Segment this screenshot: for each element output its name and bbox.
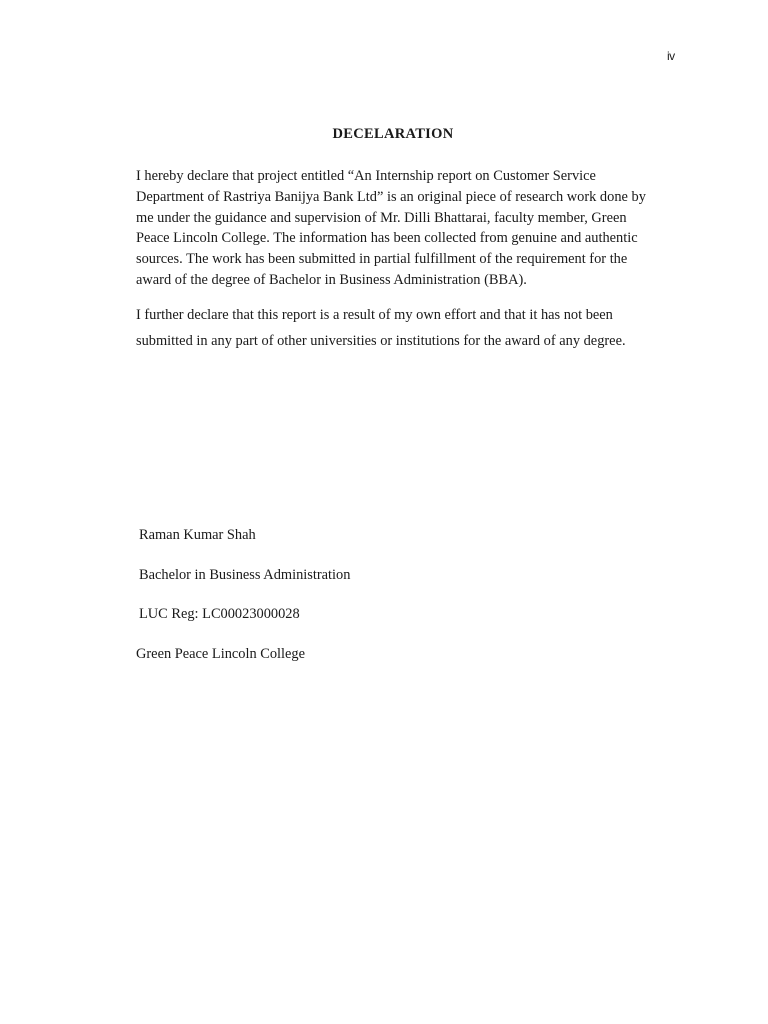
- paragraph-line: submitted in any part of other universities or institutions for the award of any degree.: [136, 333, 626, 349]
- paragraph-line: sources. The work has been submitted in partial fulfillment of the requirement for the: [136, 251, 628, 268]
- signatory-name: Raman Kumar Shah: [139, 527, 256, 543]
- paragraph-line: I hereby declare that project entitled “An Internship report on Customer Service: [136, 168, 596, 184]
- signatory-registration: LUC Reg: LC00023000028: [139, 606, 300, 622]
- paragraph-line: award of the degree of Bachelor in Business Administration (BBA).: [136, 271, 527, 288]
- paragraph-line: me under the guidance and supervision of Mr. Dilli Bhattarai, faculty member, Green: [136, 209, 627, 226]
- declaration-paragraph-2: [136, 302, 676, 354]
- page-number: iv: [667, 49, 675, 63]
- paragraph-line: Department of Rastriya Banijya Bank Ltd” is an original piece of research work done by: [136, 188, 646, 205]
- paragraph-line: Peace Lincoln College. The information has been collected from genuine and authentic: [136, 230, 638, 247]
- paragraph-line: I further declare that this report is a result of my own effort and that it has not been: [136, 307, 613, 323]
- declaration-paragraph-1: [136, 166, 676, 291]
- page-title: DECELARATION: [332, 126, 454, 142]
- signatory-degree: Bachelor in Business Administration: [139, 567, 351, 583]
- signatory-college: Green Peace Lincoln College: [136, 646, 306, 662]
